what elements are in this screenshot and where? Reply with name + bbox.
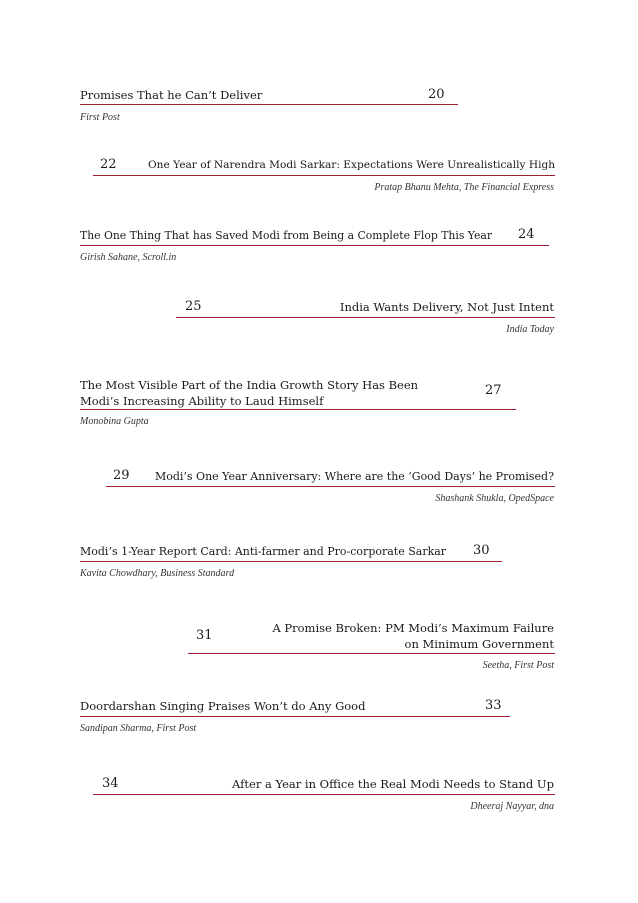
entry-page-number: 24 [518, 227, 535, 242]
entry-author: Kavita Chowdhary, Business Standard [80, 568, 235, 579]
entry-rule [80, 245, 549, 246]
entry-rule [93, 794, 555, 795]
entry-rule [176, 317, 555, 318]
entry-author: Seetha, First Post [482, 660, 554, 671]
entry-title[interactable]: Promises That he Can’t Deliver [80, 88, 263, 102]
entry-title[interactable]: Doordarshan Singing Praises Won’t do Any Good [80, 699, 366, 713]
entry-page-number: 33 [485, 698, 502, 713]
entry-author: Girish Sahane, Scroll.in [80, 252, 177, 263]
entry-author: India Today [506, 324, 554, 335]
entry-author: Sandipan Sharma, First Post [80, 723, 197, 734]
entry-title[interactable]: Modi’s One Year Anniversary: Where are the ‘Good Days’ he Promised? [154, 470, 554, 483]
entry-author: First Post [80, 112, 120, 123]
entry-title[interactable]: One Year of Narendra Modi Sarkar: Expectations Were Unrealistically High [148, 159, 556, 171]
entry-author: Monobina Gupta [80, 416, 149, 427]
entry-page-number: 25 [185, 299, 202, 314]
entry-rule [106, 486, 555, 487]
entry-rule [80, 104, 458, 105]
entry-page-number: 22 [100, 157, 117, 172]
entry-title[interactable]: India Wants Delivery, Not Just Intent [339, 300, 554, 314]
entry-page-number: 27 [485, 383, 502, 398]
entry-page-number: 20 [428, 87, 445, 102]
entry-rule [93, 175, 555, 176]
entry-rule [188, 653, 555, 654]
entry-page-number: 34 [102, 776, 119, 791]
entry-rule [80, 409, 516, 410]
entry-page-number: 31 [196, 628, 213, 643]
entry-title[interactable]: The One Thing That has Saved Modi from Being a Complete Flop This Year [80, 229, 492, 242]
entry-rule [80, 716, 510, 717]
entry-title[interactable]: The Most Visible Part of the India Growth Story Has Been Modi’s Increasing Ability to Laud Himself [80, 378, 419, 408]
entry-page-number: 30 [473, 543, 490, 558]
entry-title[interactable]: After a Year in Office the Real Modi Needs to Stand Up [232, 777, 554, 791]
entry-title[interactable]: A Promise Broken: PM Modi’s Maximum Failure on Minimum Government [272, 621, 554, 651]
entry-title[interactable]: Modi’s 1-Year Report Card: Anti-farmer and Pro-corporate Sarkar [80, 545, 447, 558]
entry-author: Dheeraj Nayyar, dna [470, 801, 554, 812]
entry-author: Shashank Shukla, OpedSpace [435, 493, 554, 504]
entry-rule [80, 561, 502, 562]
entry-page-number: 29 [113, 468, 130, 483]
entry-author: Pratap Bhanu Mehta, The Financial Express [374, 182, 554, 193]
